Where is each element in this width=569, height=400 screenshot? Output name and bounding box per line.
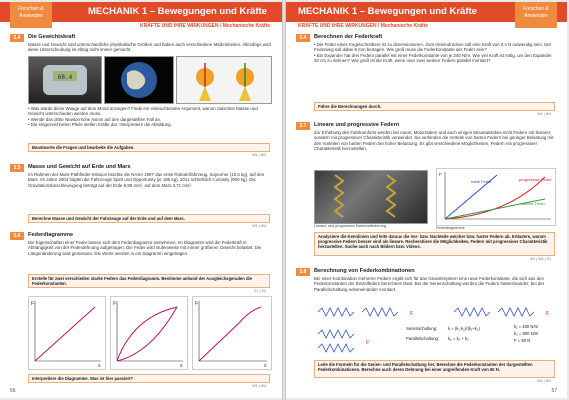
- photo-caption: Lineare und progressive Motorradfederung: [314, 224, 386, 228]
- bullet-list: • Was würde diese Waage auf dem Mond anzeigen? Finde ein einleuchtendes Argument, warum zwischen Masse und Gewicht unterschieden werden muss. • Wende das dritte Newton'sche Axiom auf den dargestellten Fall an. • Die eingezeichneten Pfeile stellen Kräfte dar. Interpretiere die Abbildung.: [28, 106, 258, 128]
- section-federkraft: [296, 34, 557, 114]
- subheading: KRÄFTE UND IHRE WIRKUNGEN / Mechanische Kräfte: [298, 23, 429, 29]
- section-number: 3.5: [10, 164, 24, 172]
- section-number: 3.8: [296, 268, 310, 276]
- force-arrows-figure: [176, 56, 272, 104]
- section-text: Die Eigenschaften einer Feder lassen sich dem Federdiagramm entnehmen. Im Diagramm wird die Federkraft in Abhängigkeit von der Federdehnung aufgetragen. Die Feder wird stufenweise mit immer größeren Gewicht belastet. Die Längenänderung wird gemessen. Die Werte werden in ein Diagramm eingetragen.: [28, 240, 262, 256]
- parallel-formula: kₚ = k₁ + k₂: [448, 336, 469, 341]
- section-federkombinationen: [296, 268, 557, 388]
- legend-soft: weiche Feder: [521, 201, 546, 206]
- svg-text:68.4: 68.4: [57, 74, 73, 81]
- force-label: F: [546, 311, 550, 317]
- section-number: 3.6: [10, 232, 24, 240]
- section-number: 3.4: [10, 34, 24, 42]
- task-box: Beantworte die Fragen und bearbeite die Aufgaben. W1 | W4: [28, 143, 270, 152]
- section-text: • Die Feder eines Kugelschreibers ist zu dimensionieren. Zum Hineindrücken soll eine Kraft von 0,4 N notwendig sein. Der Federweg soll dabei 8 mm betragen. Wie groß muss die Federkonstante der Feder sein? • Ein Expander hat drei Federn parallel mit einer Federkonstante von je 240 N/m. Wie viel Kraft ist nötig, um den Expander 30 cm zu dehnen? Wie groß ist die Kraft, wenn man zwei weitere Federn parallel montiert?: [314, 42, 552, 64]
- left-page: [0, 2, 282, 398]
- legend-progressive: progressive Feder: [519, 177, 552, 182]
- spring-diagram-3: [192, 296, 272, 370]
- task-box: Leite die Formeln für die Serien- und Parallelschaltung her. Berechne die Federkonstanten der dargestellten Federkombinationen. Berechne auch deren Dehnung bei einer angreifenden Kraft von 60 N. W1 | W4: [314, 360, 555, 378]
- section-erde-mars: [10, 164, 272, 230]
- section-title: Die Gewichtskraft: [28, 34, 76, 40]
- spring-diagram-1: [28, 296, 106, 370]
- task-box: Interpretiere die Diagramme. Was ist hier passiert? W1 | W4: [28, 374, 270, 383]
- right-page: [286, 2, 567, 398]
- section-title: Federdiagramme: [28, 232, 74, 238]
- corner-tab: Forschen & Anwenden: [515, 2, 557, 28]
- section-gewichtskraft: [10, 34, 272, 157]
- progressive-spring-line: [445, 177, 545, 219]
- section-text: Bei einer Kombination mehrerer Federn ergibt sich für das Gesamtsystem eine neue Federkonstante, die sich aus den Federkonstanten der Einzelfedern berechnen lässt. Bei der Serienschaltung werden die Federn hintereinander, bei der Parallelschaltung nebeneinander montiert.: [314, 276, 545, 292]
- s-axis-label: s: [180, 363, 183, 369]
- f-axis-label: F: [113, 301, 117, 307]
- header-title: MECHANIK 1 – Bewegungen und Kräfte: [298, 6, 477, 17]
- corner-tab: Forschen & Anwenden: [10, 2, 52, 28]
- section-number: 3.7: [296, 122, 310, 130]
- section-progressive-federn: [296, 122, 557, 262]
- task-box: Führe die Berechnungen durch. W1 | W4: [314, 102, 555, 111]
- f-axis-label: F: [31, 301, 35, 307]
- spring-diagram-2: [110, 296, 188, 370]
- serial-formula: k = (k₁·k₂)/(k₁+k₂): [448, 326, 480, 331]
- force-label: F: [410, 311, 414, 317]
- force-label: F: [366, 340, 370, 346]
- motorcycle-suspension-photo: [314, 170, 428, 224]
- parallel-label: Parallelschaltung:: [406, 336, 440, 341]
- subheading: KRÄFTE UND IHRE WIRKUNGEN / Mechanische Kräfte: [139, 23, 270, 29]
- section-title: Lineare und progressive Federn: [314, 122, 400, 128]
- section-number: 3.4: [296, 34, 310, 42]
- scale-photo: [28, 56, 102, 104]
- spring-characteristics-chart: [436, 168, 556, 226]
- page-number: 57: [551, 388, 557, 394]
- s-axis-label: s: [264, 363, 267, 369]
- k1-value: k₁ = 400 N/m: [514, 324, 539, 329]
- earth-photo: [104, 56, 174, 104]
- task-box: Analysiere die Kennlinien und leite daraus die Vor- bzw. Nachteile weicher bzw. harter Federn ab. Erläutere, warum progressive Federn besser sind als lineare. Recherchiere die Möglichkeiten, Federn mit progressiver Charakteristik herzustellen. Suche auch nach Bildern bzw. Videos. W1 | W4 | S1: [314, 232, 555, 256]
- s-axis-label: s: [98, 363, 101, 369]
- f-axis-label: F: [439, 172, 442, 177]
- serial-label: Serienschaltung:: [406, 326, 438, 331]
- section-text: Zur Erhöhung des Fahrkomforts werden bei Autos, Motorrädern und auch einigen Mountainbikes nicht Federn mit linearer, sondern mit progressiver Charakteristik verwendet. Sie verbinden die Vorteile von harten Federn bei geringer Belastung mit den Vorteilen von harten Federn bei hoher Belastung. Es gibt verschiedene Möglichkeiten, Federn mit progressiver Charakteristik herzustellen.: [314, 130, 554, 152]
- section-text: Masse und Gewicht sind unterschiedliche physikalische Größen und haben auch verschiedene Maßeinheiten. Allerdings wird diese Unterscheidung im Alltag nicht immer gemacht.: [28, 42, 271, 53]
- page-number: 56: [10, 388, 16, 394]
- section-text: Im Rahmen der Mars-Pathfinder-Mission brachte die NASA 1997 das erste Roboterfahrzeug, Sojourner (10,6 kg), auf den Mars. Im Jahre 2004 folgten die Fahrzeuge Spirit und Opportunity (je 185 kg), 2011 schließlich Curiosity (900 kg). Die Gravitationsbeschleunigung beträgt auf der Erde 9,80 m/s², auf dem Mars 3,71 m/s².: [28, 172, 265, 188]
- chart-caption: Federdiagramme: [436, 226, 465, 230]
- section-federdiagramme: [10, 232, 272, 392]
- f-axis-label: F: [195, 301, 199, 307]
- k2-value: k₂ = 800 N/m: [514, 331, 539, 336]
- force-value: F = 60 N: [514, 338, 531, 343]
- task-box: Erstelle für zwei verschieden starke Federn das Federdiagramm. Bestimme anhand der Ausgleichsgeraden die Federkonstanten. E1 | E2: [28, 274, 270, 288]
- legend-hard: harte Feder: [471, 179, 492, 184]
- task-box: Berechne Masse und Gewicht der Fahrzeuge auf der Erde und auf dem Mars. W1 | W4: [28, 214, 270, 223]
- section-title: Masse und Gewicht auf Erde und Mars: [28, 164, 131, 170]
- section-title: Berechnung von Federkombinationen: [314, 268, 415, 274]
- section-title: Berechnen der Federkraft: [314, 34, 383, 40]
- header-title: MECHANIK 1 – Bewegungen und Kräfte: [88, 6, 267, 17]
